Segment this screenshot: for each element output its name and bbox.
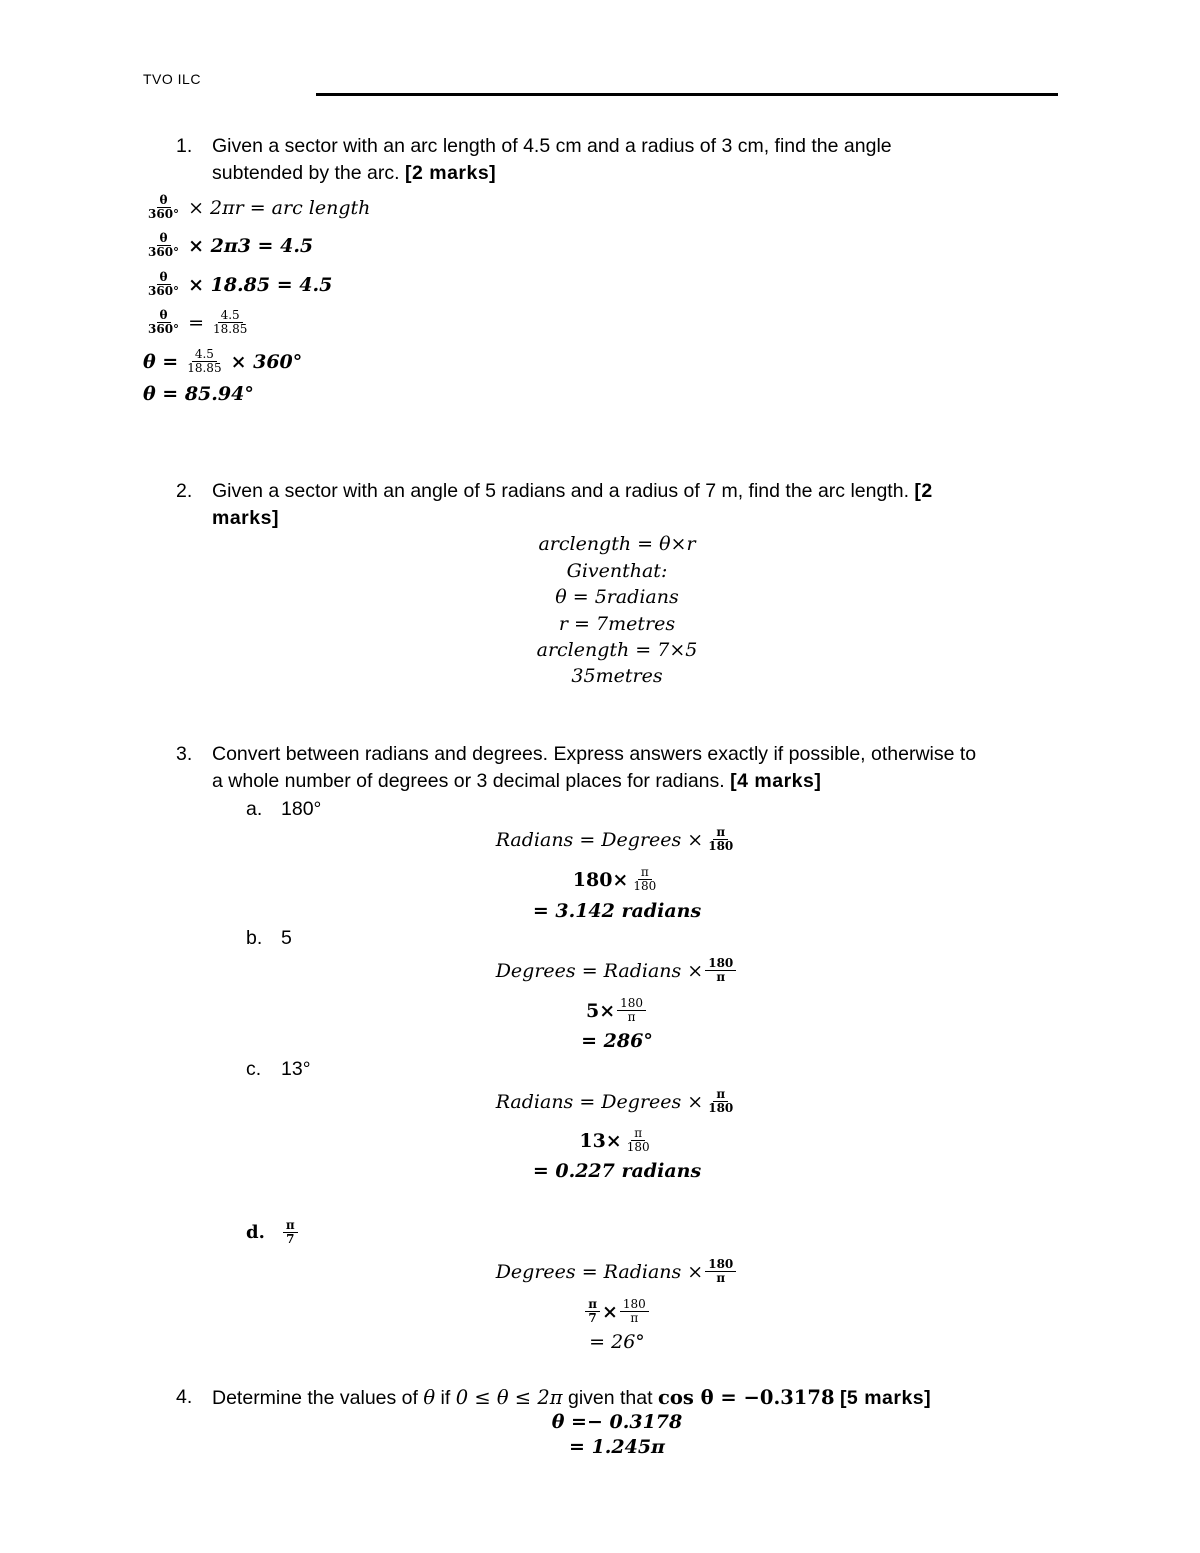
- q1-answer: θ = 85.94°: [143, 383, 254, 405]
- q2-line-3: θ = 5radians: [555, 586, 679, 608]
- q3a-formula: Radians = Degrees × $\frac{\pi}{180}$: [495, 825, 734, 853]
- q3a-answer: = 3.142 radians: [532, 900, 702, 922]
- q3d-step: $\frac{\pi}{7}$ × $\frac{180}{\pi}$: [0, 1298, 1200, 1325]
- question-text: Determine the values of θ if 0 ≤ θ ≤ 2π given that cos θ = −0.3178 [5 marks]: [212, 1386, 932, 1409]
- q2-answer: 35metres: [571, 665, 663, 687]
- q4-line-1: θ =− 0.3178: [551, 1411, 683, 1433]
- q3b-answer: = 286°: [581, 1030, 653, 1052]
- q2-line-4: r = 7metres: [558, 613, 676, 635]
- question-number: 3.: [176, 743, 193, 765]
- q2-line-2: Giventhat:: [566, 560, 668, 582]
- question-1: [176, 133, 1076, 193]
- q3c-step: 13× $\frac{\pi}{180}$: [579, 1126, 650, 1154]
- question-number: 1.: [176, 135, 193, 157]
- question-text-2: subtended by the arc. [2 marks]: [212, 162, 497, 184]
- question-text-2: a whole number of degrees or 3 decimal places for radians. [4 marks]: [212, 770, 822, 792]
- q3d-answer: = 26°: [589, 1331, 645, 1353]
- q3c-answer: = 0.227 radians: [532, 1160, 702, 1182]
- header-label: TVO ILC: [143, 71, 201, 87]
- q1-line-3: $\frac{\theta}{360^\circ}$ × 18.85 = 4.5: [148, 270, 333, 298]
- question-text: Given a sector with an arc length of 4.5 cm and a radius of 3 cm, find the angle: [212, 135, 892, 157]
- q1-line-4: $\frac{\theta}{360^\circ}$ = $\frac{4.5}{18.85}$: [148, 308, 248, 336]
- part-label: b.: [246, 927, 263, 949]
- question-text: Convert between radians and degrees. Express answers exactly if possible, otherwise to: [212, 743, 977, 765]
- q2-line-5: arclength = 7×5: [536, 639, 698, 661]
- q3c-formula: Radians = Degrees × $\frac{\pi}{180}$: [495, 1087, 734, 1115]
- q1-line-2: $\frac{\theta}{360^\circ}$ × 2π3 = 4.5: [148, 231, 314, 259]
- question-4: [176, 1384, 1076, 1414]
- marks: marks]: [212, 507, 279, 529]
- q3b-step: 5× $\frac{180}{\pi}$: [0, 997, 1200, 1024]
- q3d-formula: Degrees = Radians × $\frac{180}{\pi}$: [0, 1258, 1200, 1285]
- q2-line-1: arclength = θ×r: [538, 533, 696, 555]
- q1-line-1: $\frac{\theta}{360^\circ}$ × 2πr = arc length: [148, 193, 371, 221]
- part-value: 13°: [281, 1058, 311, 1080]
- part-label: a.: [246, 798, 263, 820]
- q3a-step: 180× $\frac{\pi}{180}$: [572, 865, 657, 893]
- part-value: 180°: [281, 798, 322, 820]
- marks: [5 marks]: [839, 1387, 932, 1409]
- part-d: d. $\frac{\pi}{7}$: [246, 1219, 300, 1246]
- question-text: Given a sector with an angle of 5 radians and a radius of 7 m, find the arc length. [2: [212, 480, 933, 502]
- part-label: c.: [246, 1058, 262, 1080]
- q3b-formula: Degrees = Radians × $\frac{180}{\pi}$: [0, 957, 1200, 984]
- question-number: 4.: [176, 1386, 193, 1408]
- question-number: 2.: [176, 480, 193, 502]
- part-value: 5: [281, 927, 292, 949]
- part-label: d.: [246, 1221, 265, 1243]
- marks: [2 marks]: [404, 162, 497, 184]
- q4-line-2: = 1.245π: [569, 1436, 665, 1458]
- question-2: [176, 478, 1076, 538]
- header-rule: [316, 93, 1058, 96]
- marks: [4 marks]: [730, 770, 822, 792]
- question-3: [176, 741, 1076, 801]
- q1-line-5: θ = $\frac{4.5}{18.85}$ × 360°: [143, 347, 303, 375]
